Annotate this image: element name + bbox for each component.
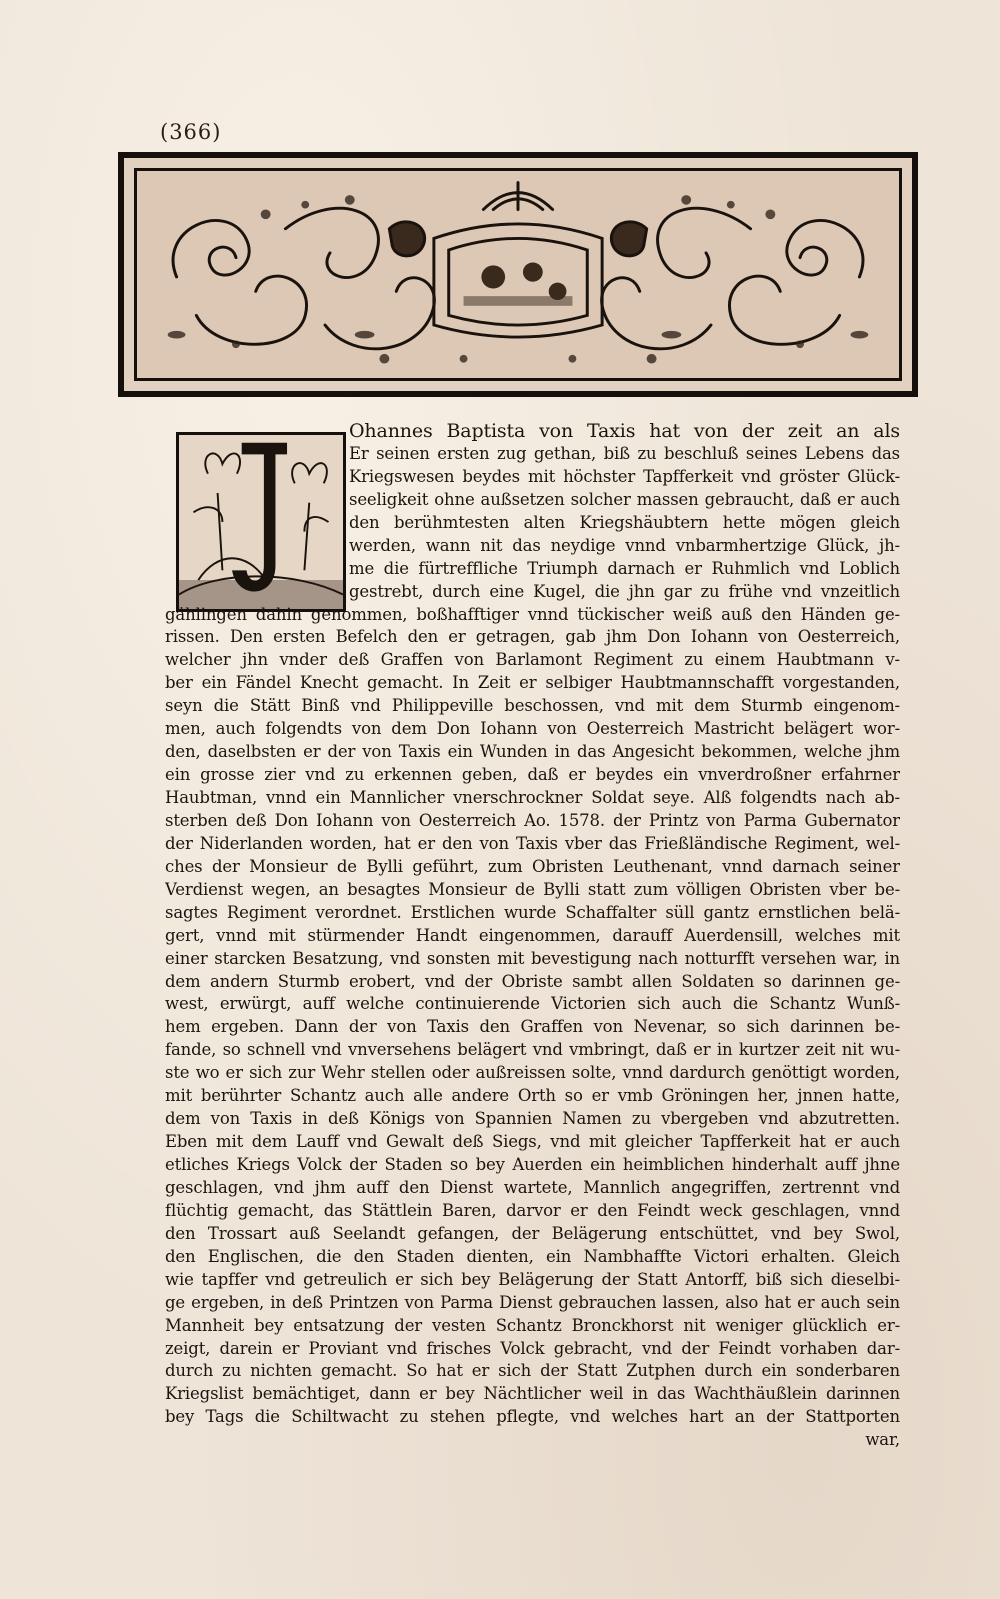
text-line: ches der Monsieur de Bylli geführt, zum Obristen Leuthenant, vnnd darnach seiner [165, 856, 900, 876]
text-line: sagtes Regiment verordnet. Erstlichen wurde Schaffalter süll gantz ernstlichen belä- [165, 902, 900, 922]
text-line: der Niderlanden worden, hat er den von Taxis vber das Frießländische Regiment, wel- [165, 833, 900, 853]
text-line: Kriegswesen beydes mit höchster Tapfferkeit vnd gröster Glück- [349, 466, 900, 486]
text-line: men, auch folgendts von dem Don Iohann von Oesterreich Mastricht belägert wor- [165, 719, 900, 739]
text-line: ste wo er sich zur Wehr stellen oder außreissen solte, vnnd dardurch genöttigt worden, [165, 1063, 900, 1083]
catchword: war, [865, 1430, 900, 1450]
text-line: zeigt, darein er Proviant vnd frisches Volck gebracht, vnd der Feindt vorhaben dar- [165, 1338, 900, 1358]
text-line: dem von Taxis in deß Königs von Spannien Namen zu vbergeben vnd abzutretten. [165, 1109, 900, 1129]
text-line: den, daselbsten er der von Taxis ein Wunden in das Angesicht bekommen, welche jhm [165, 742, 900, 762]
ornament-panel [134, 168, 902, 381]
text-line: west, erwürgt, auff welche continuierende Victorien sich auch die Schantz Wunß- [165, 994, 900, 1014]
text-line: gählingen dahin genommen, boßhafftiger vnnd tückischer weiß auß den Händen ge- [165, 604, 900, 624]
text-line: Er seinen ersten zug gethan, biß zu beschluß seines Lebens das [349, 443, 900, 463]
text-line: Verdienst wegen, an besagtes Monsieur de Bylli statt zum völligen Obristen vber be- [165, 879, 900, 899]
text-line: ber ein Fändel Knecht gemacht. In Zeit er selbiger Haubtmannschafft vorgestanden, [165, 673, 900, 693]
text-line: Eben mit dem Lauff vnd Gewalt deß Siegs, vnd mit gleicher Tapfferkeit hat er auch [165, 1132, 900, 1152]
text-line: me die fürtreffliche Triumph darnach er Ruhmlich vnd Loblich [349, 558, 900, 578]
text-line: dem andern Sturmb erobert, vnd der Obriste sambt allen Soldaten so darinnen ge- [165, 971, 900, 991]
text-line: etliches Kriegs Volck der Staden so bey Auerden ein heimblichen hinderhalt auff jhne [165, 1155, 900, 1174]
text-line: Mannheit bey entsatzung der vesten Schantz Bronckhorst nit weniger glücklich er- [165, 1315, 900, 1335]
text-line: durch zu nichten gemacht. So hat er sich der Statt Zutphen durch ein sonderbaren [165, 1361, 900, 1381]
text-line: mit berührter Schantz auch alle andere Orth so er vmb Gröningen her, jnnen hatte, [165, 1086, 900, 1106]
text-line: welcher jhn vnder deß Graffen von Barlamont Regiment zu einem Haubtmann v- [165, 650, 900, 670]
text-line: seeligkeit ohne außsetzen solcher massen gebraucht, daß er auch [349, 489, 900, 509]
text-line: Haubtman, vnnd ein Mannlicher vnerschrockner Soldat seye. Alß folgendts nach ab- [165, 788, 900, 807]
text-line: Kriegslist bemächtiget, dann er bey Nächtlicher weil in das Wachthäußlein darinnen [165, 1384, 900, 1404]
text-line: wie tapffer vnd getreulich er sich bey Belägerung der Statt Antorff, biß sich dieselbi- [165, 1269, 900, 1289]
ornamental-band-icon [137, 171, 899, 378]
text-line: ge ergeben, in deß Printzen von Parma Dienst gebrauchen lassen, also hat er auch sein [165, 1292, 900, 1312]
text-line: sterben deß Don Iohann von Oesterreich Ao. 1578. der Printz von Parma Gubernator [165, 810, 900, 830]
text-line: gert, vnnd mit stürmender Handt eingenommen, darauff Auerdensill, welches mit [165, 925, 900, 945]
text-line: rissen. Den ersten Befelch den er getragen, gab jhm Don Iohann von Oesterreich, [165, 627, 900, 647]
text-line: bey Tags die Schiltwacht zu stehen pflegte, vnd welches hart an der Stattporten [165, 1407, 900, 1427]
text-line: seyn die Stätt Binß vnd Philippeville beschossen, vnd mit dem Sturmb eingenom- [165, 696, 900, 716]
page-number: (366) [160, 120, 222, 144]
text-line: einer starcken Besatzung, vnd sonsten mit bevestigung nach notturfft versehen war, in [165, 948, 900, 968]
text-line: geschlagen, vnd jhm auff den Dienst wartete, Mannlich angegriffen, zertrennt vnd [165, 1177, 900, 1197]
text-line: hem ergeben. Dann der von Taxis den Graffen von Nevenar, so sich darinnen be- [165, 1017, 900, 1037]
text-line: ein grosse zier vnd zu erkennen geben, daß er beydes ein vnverdroßner erfahrner [165, 765, 900, 785]
text-line: werden, wann nit das neydige vnnd vnbarmhertzige Glück, jh- [349, 535, 900, 555]
header-ornament [118, 152, 918, 397]
text-line: den Englischen, die den Staden dienten, ein Nambhaffte Victori erhalten. Gleich [165, 1246, 900, 1266]
text-line: gestrebt, durch eine Kugel, die jhn gar zu frühe vnd vnzeitlich [349, 581, 900, 601]
text-line: den berühmtesten alten Kriegshäubtern hette mögen gleich [349, 512, 900, 532]
text-line: den Trossart auß Seelandt gefangen, der Belägerung entschüttet, vnd bey Swol, [165, 1223, 900, 1243]
text-line: flüchtig gemacht, das Stättlein Baren, darvor er den Feindt weck geschlagen, vnnd [165, 1200, 900, 1220]
body-text [165, 420, 900, 1452]
text-line: Ohannes Baptista von Taxis hat von der zeit an als [349, 420, 900, 442]
text-line: fande, so schnell vnd vnversehens belägert vnd vmbringt, daß er in kurtzer zeit nit wu- [165, 1040, 900, 1060]
